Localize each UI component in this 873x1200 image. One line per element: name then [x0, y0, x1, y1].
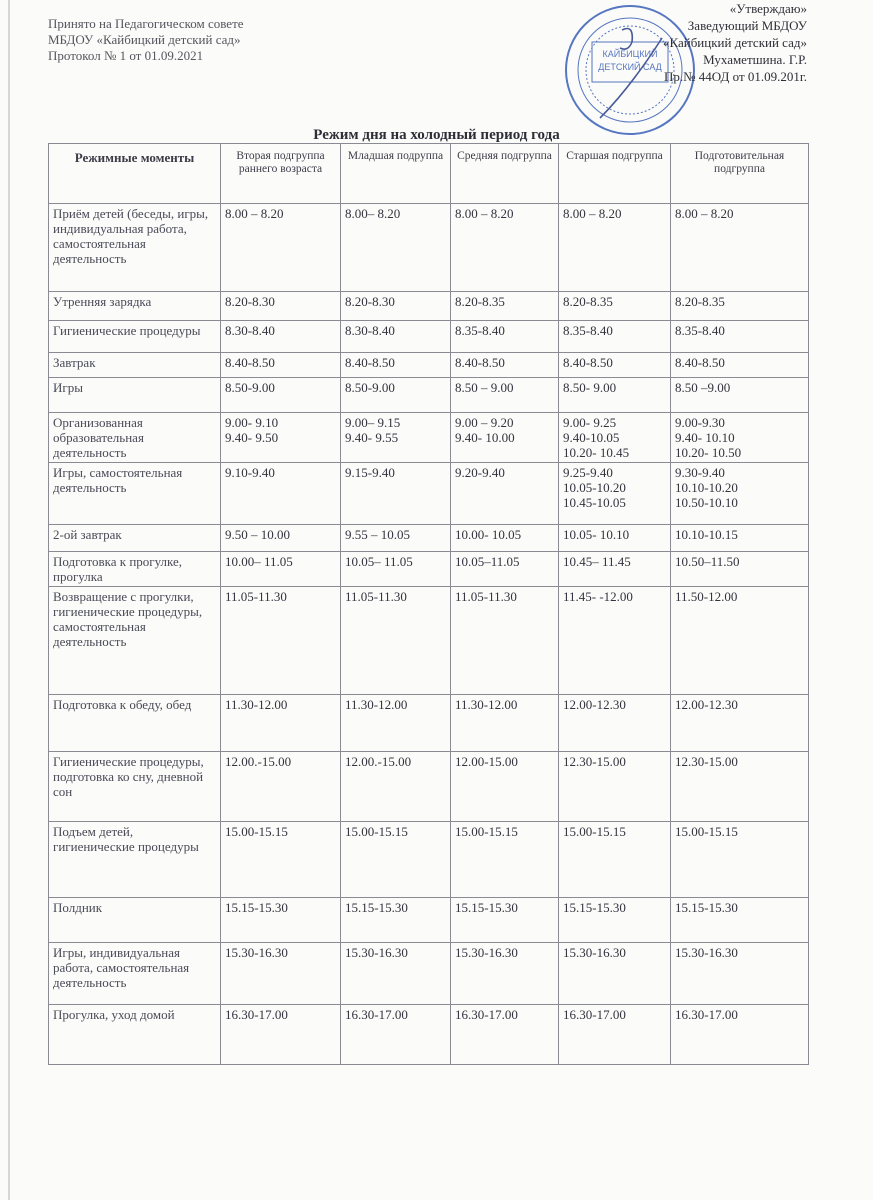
time-cell: [671, 378, 809, 413]
time-cell: [451, 463, 559, 525]
time-cell: [341, 587, 451, 695]
regime-moment-cell: Гигиенические процедуры, подготовка ко сну, дневной сон: [49, 752, 221, 822]
time-cell: [341, 204, 451, 292]
time-range: 8.20-8.35: [455, 294, 505, 309]
time-range: 15.15-15.30: [225, 900, 288, 915]
time-cell: [221, 1005, 341, 1065]
time-range: 15.15-15.30: [563, 900, 626, 915]
stamp-text-2: ДЕТСКИЙ САД: [598, 62, 662, 72]
time-cell: [451, 898, 559, 943]
table-row: [49, 353, 809, 378]
time-range: 10.45-10.05: [563, 495, 626, 510]
time-cell: [671, 695, 809, 752]
time-range: 11.30-12.00: [345, 697, 408, 712]
time-cell: [559, 822, 671, 898]
time-range: 9.40- 10.10: [675, 430, 735, 445]
regime-moment-cell: Приём детей (беседы, игры, индивидуальная работа, самостоятельная деятельность: [49, 204, 221, 292]
time-range: 15.15-15.30: [455, 900, 518, 915]
time-cell: [451, 587, 559, 695]
time-range: 9.10-9.40: [225, 465, 275, 480]
table-row: [49, 898, 809, 943]
time-range: 8.00 – 8.20: [675, 206, 734, 221]
time-range: 16.30-17.00: [345, 1007, 408, 1022]
time-cell: [341, 752, 451, 822]
time-range: 8.40-8.50: [345, 355, 395, 370]
time-cell: [559, 292, 671, 321]
time-range: 8.35-8.40: [563, 323, 613, 338]
time-cell: [671, 413, 809, 463]
time-range: 8.40-8.50: [675, 355, 725, 370]
time-range: 11.50-12.00: [675, 589, 738, 604]
table-row: [49, 552, 809, 587]
regime-moment-cell: Завтрак: [49, 353, 221, 378]
column-header: Подготовительная подгруппа: [671, 144, 809, 204]
time-cell: [341, 1005, 451, 1065]
approval-line-1: Принято на Педагогическом совете: [48, 16, 244, 31]
time-range: 9.40- 10.00: [455, 430, 515, 445]
approve-line-4: Мухаметшина. Г.Р.: [703, 52, 807, 67]
time-range: 15.15-15.30: [675, 900, 738, 915]
stamp-text-1: КАЙБИЦКИЙ: [602, 49, 658, 59]
time-cell: [341, 525, 451, 552]
time-cell: [221, 822, 341, 898]
time-range: 11.05-11.30: [455, 589, 517, 604]
time-range: 10.50–11.50: [675, 554, 740, 569]
time-range: 11.45- -12.00: [563, 589, 633, 604]
time-cell: [341, 695, 451, 752]
time-cell: [341, 413, 451, 463]
time-cell: [221, 525, 341, 552]
table-row: [49, 822, 809, 898]
time-range: 10.45– 11.45: [563, 554, 631, 569]
time-range: 8.50- 9.00: [563, 380, 617, 395]
time-cell: [671, 204, 809, 292]
time-cell: [559, 552, 671, 587]
time-range: 8.40-8.50: [225, 355, 275, 370]
time-range: 10.50-10.10: [675, 495, 738, 510]
time-cell: [451, 413, 559, 463]
time-cell: [559, 525, 671, 552]
time-range: 15.30-16.30: [563, 945, 626, 960]
time-cell: [451, 353, 559, 378]
time-range: 12.00-12.30: [563, 697, 626, 712]
time-cell: [559, 204, 671, 292]
time-cell: [451, 321, 559, 353]
document-title: Режим дня на холодный период года: [313, 127, 560, 143]
time-cell: [451, 943, 559, 1005]
time-range: 8.50-9.00: [225, 380, 275, 395]
table-row: [49, 204, 809, 292]
time-range: 10.00– 11.05: [225, 554, 293, 569]
time-cell: [451, 1005, 559, 1065]
approval-line-2: МБДОУ «Кайбицкий детский сад»: [48, 32, 241, 47]
time-range: 11.05-11.30: [345, 589, 407, 604]
time-range: 8.20-8.35: [675, 294, 725, 309]
time-range: 8.20-8.30: [225, 294, 275, 309]
time-range: 16.30-17.00: [675, 1007, 738, 1022]
time-cell: [341, 463, 451, 525]
time-cell: [341, 822, 451, 898]
time-range: 8.35-8.40: [675, 323, 725, 338]
time-range: 10.05-10.20: [563, 480, 626, 495]
table-row: [49, 463, 809, 525]
time-range: 10.05–11.05: [455, 554, 520, 569]
time-range: 12.00.-15.00: [345, 754, 412, 769]
approve-line-2: Заведующий МБДОУ: [687, 18, 807, 33]
time-range: 15.00-15.15: [345, 824, 408, 839]
time-cell: [671, 752, 809, 822]
time-range: 9.00- 9.10: [225, 415, 279, 430]
table-row: [49, 525, 809, 552]
time-range: 8.20-8.35: [563, 294, 613, 309]
time-range: 11.30-12.00: [225, 697, 288, 712]
signature-loop: [620, 29, 632, 50]
time-range: 9.30-9.40: [675, 465, 725, 480]
time-range: 10.00- 10.05: [455, 527, 522, 542]
time-range: 8.35-8.40: [455, 323, 505, 338]
time-range: 9.00 – 9.20: [455, 415, 514, 430]
regime-moment-cell: Подъем детей, гигиенические процедуры: [49, 822, 221, 898]
time-cell: [221, 587, 341, 695]
time-range: 15.30-16.30: [225, 945, 288, 960]
time-range: 9.40-10.05: [563, 430, 620, 445]
time-range: 8.00– 8.20: [345, 206, 401, 221]
time-range: 15.30-16.30: [455, 945, 518, 960]
time-cell: [671, 353, 809, 378]
table-header-row: [49, 144, 809, 204]
time-cell: [559, 898, 671, 943]
time-range: 15.00-15.15: [563, 824, 626, 839]
time-range: 10.10-10.15: [675, 527, 738, 542]
time-cell: [221, 943, 341, 1005]
time-range: 9.40- 9.55: [345, 430, 399, 445]
table-row: [49, 321, 809, 353]
time-range: 9.15-9.40: [345, 465, 395, 480]
time-range: 9.20-9.40: [455, 465, 505, 480]
time-range: 8.20-8.30: [345, 294, 395, 309]
regime-moment-cell: Утренняя зарядка: [49, 292, 221, 321]
table-row: [49, 752, 809, 822]
time-cell: [671, 552, 809, 587]
column-header: Режимные моменты: [49, 144, 221, 204]
time-range: 9.55 – 10.05: [345, 527, 410, 542]
time-cell: [671, 898, 809, 943]
regime-moment-cell: Организованная образовательная деятельность: [49, 413, 221, 463]
time-cell: [451, 378, 559, 413]
time-cell: [341, 292, 451, 321]
time-cell: [221, 552, 341, 587]
time-cell: [671, 822, 809, 898]
time-range: 12.00-15.00: [455, 754, 518, 769]
time-cell: [221, 321, 341, 353]
time-cell: [559, 413, 671, 463]
regime-moment-cell: Подготовка к обеду, обед: [49, 695, 221, 752]
column-header: Средняя подгруппа: [451, 144, 559, 204]
regime-moment-cell: Игры, самостоятельная деятельность: [49, 463, 221, 525]
time-range: 15.00-15.15: [225, 824, 288, 839]
time-cell: [671, 587, 809, 695]
table-body: [49, 204, 809, 1065]
scan-edge-line: [8, 0, 10, 1200]
time-cell: [559, 378, 671, 413]
time-cell: [671, 321, 809, 353]
time-range: 8.30-8.40: [345, 323, 395, 338]
time-cell: [221, 695, 341, 752]
time-cell: [559, 695, 671, 752]
regime-moment-cell: Полдник: [49, 898, 221, 943]
time-cell: [221, 378, 341, 413]
time-cell: [341, 552, 451, 587]
time-cell: [671, 525, 809, 552]
time-range: 8.30-8.40: [225, 323, 275, 338]
time-range: 9.25-9.40: [563, 465, 613, 480]
time-range: 12.30-15.00: [675, 754, 738, 769]
time-range: 8.50 –9.00: [675, 380, 731, 395]
table-row: [49, 292, 809, 321]
time-cell: [559, 353, 671, 378]
approve-line-1: «Утверждаю»: [729, 1, 807, 16]
time-range: 12.00.-15.00: [225, 754, 292, 769]
time-range: 15.00-15.15: [455, 824, 518, 839]
time-cell: [341, 943, 451, 1005]
time-range: 9.00– 9.15: [345, 415, 401, 430]
time-cell: [559, 1005, 671, 1065]
time-cell: [559, 321, 671, 353]
time-cell: [451, 822, 559, 898]
time-cell: [451, 525, 559, 552]
regime-moment-cell: Возвращение с прогулки, гигиенические процедуры, самостоятельная деятельность: [49, 587, 221, 695]
time-range: 9.00- 9.25: [563, 415, 617, 430]
time-cell: [341, 353, 451, 378]
schedule-table: [48, 143, 809, 1065]
time-cell: [451, 695, 559, 752]
regime-moment-cell: Игры, индивидуальная работа, самостоятельная деятельность: [49, 943, 221, 1005]
regime-moment-cell: Прогулка, уход домой: [49, 1005, 221, 1065]
table-row: [49, 695, 809, 752]
column-header: Старшая подгруппа: [559, 144, 671, 204]
time-range: 8.40-8.50: [455, 355, 505, 370]
time-range: 10.10-10.20: [675, 480, 738, 495]
time-range: 11.30-12.00: [455, 697, 518, 712]
approve-line-3: «Кайбицкий детский сад»: [662, 35, 807, 50]
time-cell: [671, 943, 809, 1005]
time-cell: [341, 378, 451, 413]
time-range: 15.30-16.30: [675, 945, 738, 960]
time-range: 12.00-12.30: [675, 697, 738, 712]
time-cell: [221, 204, 341, 292]
time-range: 16.30-17.00: [563, 1007, 626, 1022]
time-cell: [559, 752, 671, 822]
time-range: 15.15-15.30: [345, 900, 408, 915]
time-range: 12.30-15.00: [563, 754, 626, 769]
time-range: 8.40-8.50: [563, 355, 613, 370]
time-range: 10.20- 10.50: [675, 445, 742, 460]
time-range: 10.05– 11.05: [345, 554, 413, 569]
table-row: [49, 943, 809, 1005]
table-row: [49, 378, 809, 413]
time-cell: [221, 463, 341, 525]
time-range: 9.00-9.30: [675, 415, 725, 430]
time-cell: [221, 752, 341, 822]
time-range: 9.40- 9.50: [225, 430, 279, 445]
time-cell: [671, 463, 809, 525]
time-cell: [221, 292, 341, 321]
time-range: 8.00 – 8.20: [225, 206, 284, 221]
regime-moment-cell: Подготовка к прогулке, прогулка: [49, 552, 221, 587]
table-row: [49, 413, 809, 463]
time-cell: [341, 321, 451, 353]
time-cell: [451, 552, 559, 587]
time-range: 15.30-16.30: [345, 945, 408, 960]
time-cell: [221, 413, 341, 463]
time-range: 15.00-15.15: [675, 824, 738, 839]
column-header: Вторая подгруппа раннего возраста: [221, 144, 341, 204]
time-range: 8.00 – 8.20: [563, 206, 622, 221]
time-cell: [559, 587, 671, 695]
time-cell: [221, 353, 341, 378]
time-cell: [451, 292, 559, 321]
time-range: 11.05-11.30: [225, 589, 287, 604]
column-header: Младшая подруппа: [341, 144, 451, 204]
table-row: [49, 587, 809, 695]
time-cell: [559, 463, 671, 525]
time-cell: [671, 292, 809, 321]
approve-line-5: Пр.№ 44ОД от 01.09.201г.: [663, 69, 807, 84]
time-cell: [671, 1005, 809, 1065]
regime-moment-cell: Гигиенические процедуры: [49, 321, 221, 353]
time-range: 10.20- 10.45: [563, 445, 630, 460]
time-range: 8.50-9.00: [345, 380, 395, 395]
time-cell: [559, 943, 671, 1005]
time-range: 9.50 – 10.00: [225, 527, 290, 542]
regime-moment-cell: 2-ой завтрак: [49, 525, 221, 552]
approval-header-right: [663, 0, 807, 85]
time-cell: [451, 752, 559, 822]
time-range: 8.00 – 8.20: [455, 206, 514, 221]
time-cell: [341, 898, 451, 943]
time-cell: [451, 204, 559, 292]
table-row: [49, 1005, 809, 1065]
time-range: 16.30-17.00: [225, 1007, 288, 1022]
approval-header-left: [48, 16, 244, 64]
regime-moment-cell: Игры: [49, 378, 221, 413]
time-range: 16.30-17.00: [455, 1007, 518, 1022]
time-range: 8.50 – 9.00: [455, 380, 514, 395]
approval-line-3: Протокол № 1 от 01.09.2021: [48, 48, 204, 63]
time-cell: [221, 898, 341, 943]
time-range: 10.05- 10.10: [563, 527, 630, 542]
